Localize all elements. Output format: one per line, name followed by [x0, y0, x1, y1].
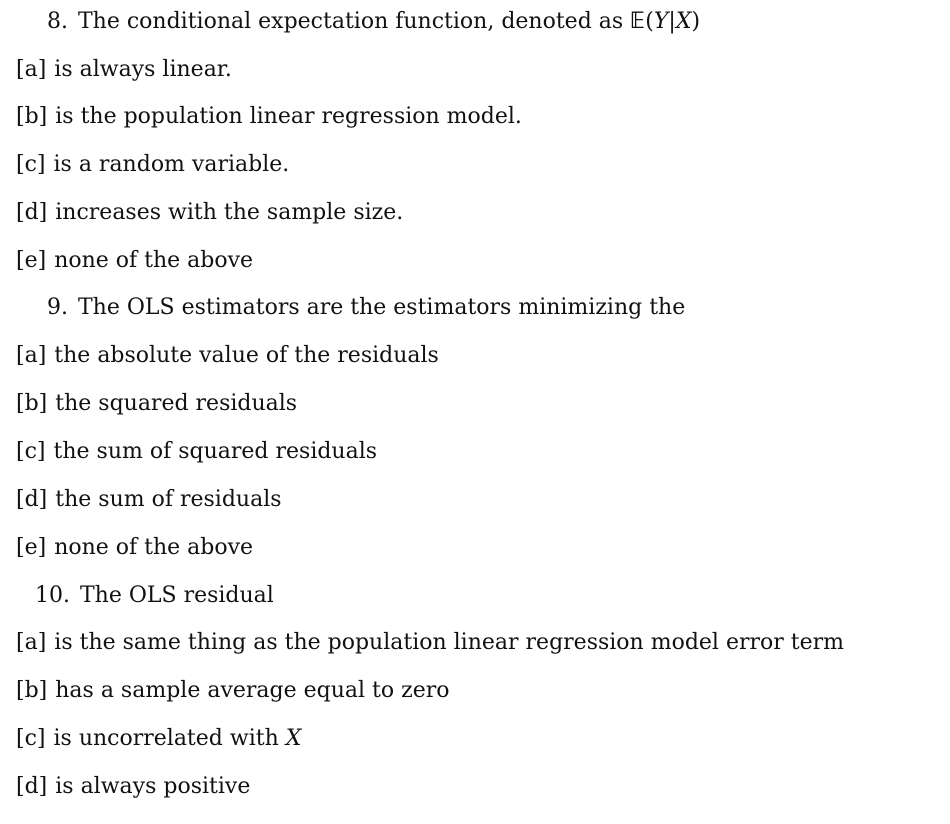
- question-number: 9.: [47, 295, 68, 320]
- option-text: the squared residuals: [55, 391, 298, 416]
- option-letter: [a]: [16, 343, 47, 368]
- question-number: 10.: [35, 583, 70, 608]
- option-letter: [c]: [16, 152, 46, 177]
- question-8: [47, 7, 700, 37]
- option-text: the sum of squared residuals: [53, 439, 378, 464]
- option-letter: [b]: [16, 391, 48, 416]
- option-10c: [16, 724, 301, 754]
- option-8c: [16, 150, 289, 180]
- option-10a: [16, 628, 844, 658]
- question-text: The conditional expectation function, denoted as: [78, 9, 631, 34]
- question-number: 8.: [47, 9, 68, 34]
- option-text: is always linear.: [54, 57, 232, 82]
- option-10b: [16, 676, 450, 706]
- option-9a: [16, 341, 439, 371]
- option-9d: [16, 485, 282, 515]
- option-9c: [16, 437, 377, 467]
- expectation-operator: 𝔼: [630, 9, 646, 34]
- option-letter: [a]: [16, 630, 47, 655]
- question-10: [35, 581, 274, 611]
- option-text: is the same thing as the population linear regression model error term: [54, 630, 844, 655]
- question-9: [47, 293, 685, 323]
- option-8a: [16, 55, 232, 85]
- option-letter: [e]: [16, 248, 47, 273]
- option-text: is the population linear regression model.: [55, 104, 522, 129]
- option-9e: [16, 533, 253, 563]
- option-letter: [a]: [16, 57, 47, 82]
- option-letter: [c]: [16, 726, 46, 751]
- math-var-y: Y: [653, 9, 669, 34]
- math-var-x: X: [285, 726, 302, 751]
- option-10d: [16, 772, 250, 802]
- option-text: increases with the sample size.: [55, 200, 404, 225]
- option-letter: [d]: [16, 774, 48, 799]
- option-letter: [c]: [16, 439, 46, 464]
- option-9b: [16, 389, 297, 419]
- option-letter: [d]: [16, 487, 48, 512]
- option-8e: [16, 246, 253, 276]
- option-text: none of the above: [54, 535, 254, 560]
- option-text: is a random variable.: [53, 152, 290, 177]
- question-text: The OLS estimators are the estimators minimizing the: [78, 295, 686, 320]
- option-8d: [16, 198, 403, 228]
- math-bar: |: [668, 9, 676, 34]
- option-text: the absolute value of the residuals: [54, 343, 439, 368]
- question-text: The OLS residual: [80, 583, 274, 608]
- option-letter: [b]: [16, 104, 48, 129]
- option-text: is always positive: [55, 774, 251, 799]
- option-letter: [b]: [16, 678, 48, 703]
- option-letter: [d]: [16, 200, 48, 225]
- option-letter: [e]: [16, 535, 47, 560]
- math-var-x: X: [675, 9, 692, 34]
- option-8b: [16, 102, 522, 132]
- option-text: has a sample average equal to zero: [55, 678, 450, 703]
- option-text: is uncorrelated with: [53, 726, 286, 751]
- option-text: none of the above: [54, 248, 254, 273]
- math-open-paren: (: [645, 9, 654, 34]
- math-close-paren: ): [691, 9, 701, 34]
- option-text: the sum of residuals: [55, 487, 282, 512]
